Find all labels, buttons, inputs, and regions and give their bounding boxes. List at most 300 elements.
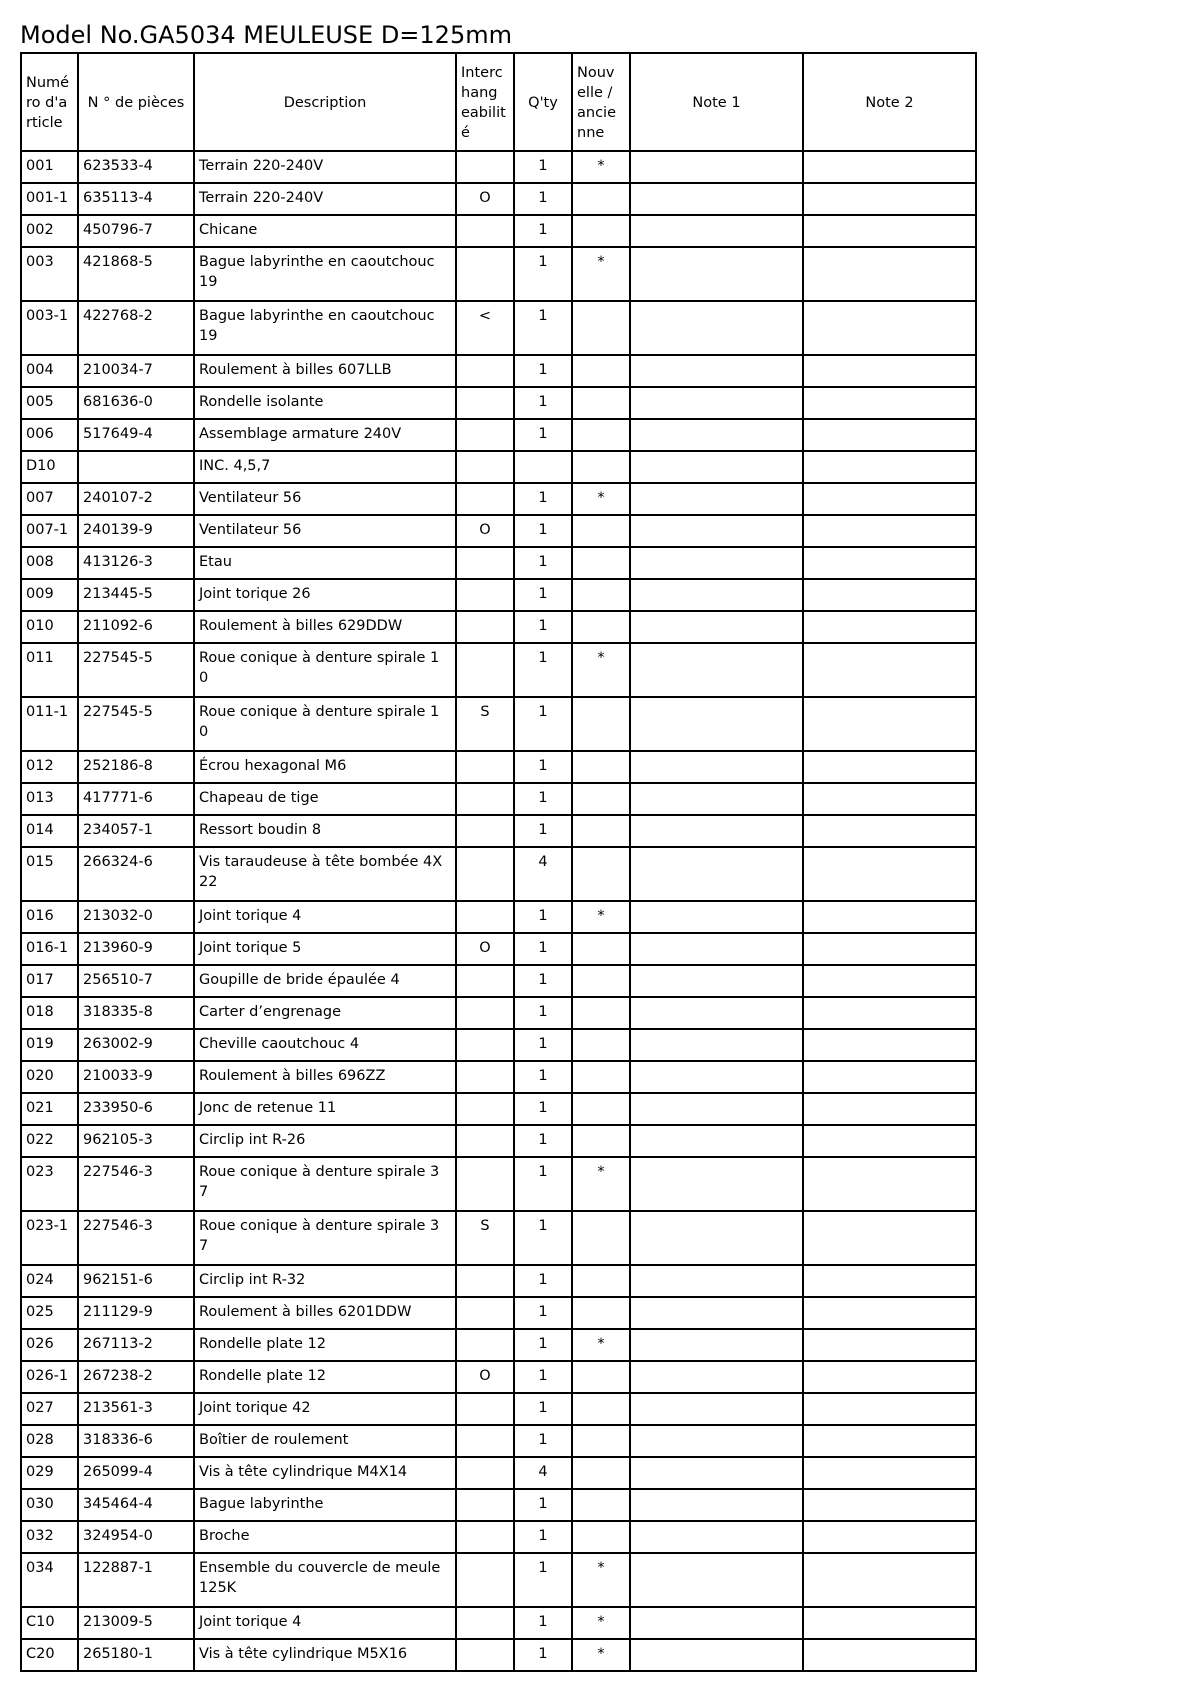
cell-note-1 <box>630 301 803 355</box>
cell-new-old <box>572 1093 630 1125</box>
cell-part-number: 210034-7 <box>78 355 194 387</box>
cell-item-number: C20 <box>21 1639 78 1671</box>
cell-note-1 <box>630 1329 803 1361</box>
cell-quantity: 1 <box>514 1639 572 1671</box>
cell-interchangeability <box>456 1639 514 1671</box>
cell-item-number: 025 <box>21 1297 78 1329</box>
cell-quantity: 1 <box>514 387 572 419</box>
cell-quantity: 1 <box>514 1361 572 1393</box>
cell-description: Jonc de retenue 11 <box>194 1093 456 1125</box>
cell-interchangeability <box>456 1607 514 1639</box>
cell-note-2 <box>803 1361 976 1393</box>
cell-quantity: 1 <box>514 611 572 643</box>
cell-part-number: 265099-4 <box>78 1457 194 1489</box>
cell-quantity: 1 <box>514 355 572 387</box>
cell-description: Roue conique à denture spirale 1 0 <box>194 643 456 697</box>
cell-description: Vis taraudeuse à tête bombée 4X 22 <box>194 847 456 901</box>
cell-description: Rondelle plate 12 <box>194 1329 456 1361</box>
cell-item-number: 034 <box>21 1553 78 1607</box>
table-row <box>21 1297 976 1329</box>
cell-part-number: 240107-2 <box>78 483 194 515</box>
cell-note-2 <box>803 247 976 301</box>
cell-part-number: 345464-4 <box>78 1489 194 1521</box>
cell-note-1 <box>630 611 803 643</box>
cell-item-number: 011 <box>21 643 78 697</box>
cell-item-number: 007-1 <box>21 515 78 547</box>
cell-item-number: 023-1 <box>21 1211 78 1265</box>
page-cut-edge <box>0 1675 1190 1683</box>
cell-description: Chapeau de tige <box>194 783 456 815</box>
cell-part-number: 227546-3 <box>78 1157 194 1211</box>
cell-description: Joint torique 4 <box>194 1607 456 1639</box>
cell-new-old: * <box>572 1607 630 1639</box>
cell-item-number: 008 <box>21 547 78 579</box>
cell-note-2 <box>803 751 976 783</box>
cell-description: Ensemble du couvercle de meule 125K <box>194 1553 456 1607</box>
cell-part-number: 256510-7 <box>78 965 194 997</box>
cell-part-number: 213445-5 <box>78 579 194 611</box>
cell-new-old <box>572 183 630 215</box>
cell-quantity: 1 <box>514 1157 572 1211</box>
cell-note-1 <box>630 387 803 419</box>
cell-description: Rondelle plate 12 <box>194 1361 456 1393</box>
cell-interchangeability <box>456 815 514 847</box>
cell-note-1 <box>630 1029 803 1061</box>
cell-description: Rondelle isolante <box>194 387 456 419</box>
cell-part-number: 962105-3 <box>78 1125 194 1157</box>
cell-interchangeability <box>456 643 514 697</box>
cell-interchangeability <box>456 611 514 643</box>
cell-description: Vis à tête cylindrique M5X16 <box>194 1639 456 1671</box>
cell-item-number: 027 <box>21 1393 78 1425</box>
cell-note-2 <box>803 547 976 579</box>
cell-interchangeability <box>456 247 514 301</box>
cell-quantity: 1 <box>514 1061 572 1093</box>
cell-note-2 <box>803 419 976 451</box>
cell-quantity: 1 <box>514 643 572 697</box>
table-row <box>21 933 976 965</box>
cell-part-number: 227546-3 <box>78 1211 194 1265</box>
cell-part-number: 318336-6 <box>78 1425 194 1457</box>
cell-note-2 <box>803 965 976 997</box>
cell-interchangeability: S <box>456 1211 514 1265</box>
cell-item-number: 001-1 <box>21 183 78 215</box>
cell-note-1 <box>630 1521 803 1553</box>
cell-description: Joint torique 26 <box>194 579 456 611</box>
cell-note-2 <box>803 847 976 901</box>
cell-part-number: 234057-1 <box>78 815 194 847</box>
cell-description: Boîtier de roulement <box>194 1425 456 1457</box>
cell-new-old <box>572 387 630 419</box>
table-row <box>21 515 976 547</box>
cell-item-number: 029 <box>21 1457 78 1489</box>
cell-quantity: 1 <box>514 1125 572 1157</box>
cell-item-number: 018 <box>21 997 78 1029</box>
cell-interchangeability <box>456 1265 514 1297</box>
cell-new-old <box>572 215 630 247</box>
table-row <box>21 1393 976 1425</box>
cell-quantity: 1 <box>514 1425 572 1457</box>
cell-note-2 <box>803 1029 976 1061</box>
cell-interchangeability <box>456 847 514 901</box>
cell-new-old <box>572 1029 630 1061</box>
cell-part-number: 318335-8 <box>78 997 194 1029</box>
table-row <box>21 355 976 387</box>
cell-description: Ressort boudin 8 <box>194 815 456 847</box>
cell-new-old: * <box>572 1639 630 1671</box>
cell-description: Broche <box>194 1521 456 1553</box>
cell-interchangeability <box>456 1329 514 1361</box>
cell-item-number: 032 <box>21 1521 78 1553</box>
table-row <box>21 901 976 933</box>
cell-note-2 <box>803 151 976 183</box>
cell-new-old <box>572 751 630 783</box>
header-description: Description <box>194 53 456 151</box>
cell-note-2 <box>803 451 976 483</box>
cell-description: Terrain 220-240V <box>194 183 456 215</box>
table-row <box>21 965 976 997</box>
cell-quantity: 1 <box>514 515 572 547</box>
cell-interchangeability <box>456 1457 514 1489</box>
cell-note-1 <box>630 901 803 933</box>
cell-quantity: 1 <box>514 815 572 847</box>
cell-part-number: 266324-6 <box>78 847 194 901</box>
table-row <box>21 215 976 247</box>
cell-description: Bague labyrinthe <box>194 1489 456 1521</box>
cell-description: Assemblage armature 240V <box>194 419 456 451</box>
cell-note-2 <box>803 1157 976 1211</box>
cell-quantity: 1 <box>514 697 572 751</box>
cell-note-1 <box>630 1553 803 1607</box>
cell-quantity: 1 <box>514 151 572 183</box>
cell-quantity: 1 <box>514 183 572 215</box>
cell-description: Carter d’engrenage <box>194 997 456 1029</box>
table-row <box>21 1607 976 1639</box>
cell-new-old <box>572 1265 630 1297</box>
cell-item-number: 006 <box>21 419 78 451</box>
cell-description: Terrain 220-240V <box>194 151 456 183</box>
cell-part-number: 417771-6 <box>78 783 194 815</box>
cell-note-1 <box>630 1211 803 1265</box>
cell-item-number: 014 <box>21 815 78 847</box>
cell-note-2 <box>803 387 976 419</box>
cell-interchangeability <box>456 1029 514 1061</box>
table-row <box>21 643 976 697</box>
table-row <box>21 847 976 901</box>
cell-interchangeability <box>456 355 514 387</box>
cell-interchangeability: O <box>456 1361 514 1393</box>
cell-part-number: 210033-9 <box>78 1061 194 1093</box>
cell-item-number: 010 <box>21 611 78 643</box>
table-row <box>21 1425 976 1457</box>
cell-part-number: 421868-5 <box>78 247 194 301</box>
cell-item-number: 019 <box>21 1029 78 1061</box>
cell-note-1 <box>630 1061 803 1093</box>
cell-note-1 <box>630 1425 803 1457</box>
cell-interchangeability: S <box>456 697 514 751</box>
cell-item-number: 015 <box>21 847 78 901</box>
cell-quantity: 1 <box>514 1553 572 1607</box>
table-row <box>21 1093 976 1125</box>
cell-part-number: 623533-4 <box>78 151 194 183</box>
cell-note-1 <box>630 643 803 697</box>
table-row <box>21 301 976 355</box>
cell-description: Écrou hexagonal M6 <box>194 751 456 783</box>
cell-item-number: 012 <box>21 751 78 783</box>
cell-quantity: 1 <box>514 1521 572 1553</box>
cell-note-2 <box>803 515 976 547</box>
table-row <box>21 247 976 301</box>
cell-interchangeability <box>456 901 514 933</box>
cell-note-1 <box>630 419 803 451</box>
cell-quantity: 1 <box>514 579 572 611</box>
cell-item-number: 013 <box>21 783 78 815</box>
table-row <box>21 1265 976 1297</box>
cell-part-number: 681636-0 <box>78 387 194 419</box>
header-note-2: Note 2 <box>803 53 976 151</box>
table-row <box>21 783 976 815</box>
cell-interchangeability <box>456 1553 514 1607</box>
cell-new-old <box>572 1489 630 1521</box>
cell-part-number <box>78 451 194 483</box>
cell-quantity: 1 <box>514 1329 572 1361</box>
cell-note-1 <box>630 965 803 997</box>
cell-note-2 <box>803 1425 976 1457</box>
cell-note-1 <box>630 1607 803 1639</box>
cell-note-2 <box>803 1211 976 1265</box>
cell-part-number: 267238-2 <box>78 1361 194 1393</box>
cell-note-1 <box>630 783 803 815</box>
cell-note-1 <box>630 515 803 547</box>
cell-note-1 <box>630 183 803 215</box>
cell-description: Roulement à billes 6201DDW <box>194 1297 456 1329</box>
table-row <box>21 419 976 451</box>
cell-part-number: 227545-5 <box>78 697 194 751</box>
cell-new-old <box>572 815 630 847</box>
table-row <box>21 1125 976 1157</box>
cell-quantity: 4 <box>514 847 572 901</box>
cell-part-number: 227545-5 <box>78 643 194 697</box>
cell-quantity: 1 <box>514 901 572 933</box>
cell-part-number: 211092-6 <box>78 611 194 643</box>
cell-quantity: 1 <box>514 1297 572 1329</box>
table-row <box>21 1521 976 1553</box>
table-row <box>21 1029 976 1061</box>
cell-note-1 <box>630 1093 803 1125</box>
cell-new-old <box>572 355 630 387</box>
cell-quantity: 1 <box>514 1265 572 1297</box>
cell-new-old <box>572 1361 630 1393</box>
cell-note-2 <box>803 301 976 355</box>
cell-new-old <box>572 1061 630 1093</box>
cell-interchangeability <box>456 1393 514 1425</box>
cell-interchangeability <box>456 579 514 611</box>
cell-quantity: 1 <box>514 247 572 301</box>
cell-interchangeability <box>456 151 514 183</box>
cell-item-number: 016 <box>21 901 78 933</box>
cell-note-2 <box>803 933 976 965</box>
cell-note-2 <box>803 611 976 643</box>
cell-quantity: 1 <box>514 301 572 355</box>
cell-quantity: 1 <box>514 215 572 247</box>
cell-new-old: * <box>572 1329 630 1361</box>
cell-item-number: 009 <box>21 579 78 611</box>
cell-note-1 <box>630 933 803 965</box>
cell-quantity: 1 <box>514 1029 572 1061</box>
cell-note-2 <box>803 697 976 751</box>
cell-new-old <box>572 1393 630 1425</box>
cell-quantity: 1 <box>514 483 572 515</box>
header-quantity: Q'ty <box>514 53 572 151</box>
cell-note-2 <box>803 355 976 387</box>
table-row <box>21 815 976 847</box>
cell-quantity: 1 <box>514 965 572 997</box>
cell-new-old <box>572 697 630 751</box>
cell-new-old: * <box>572 643 630 697</box>
cell-note-2 <box>803 1639 976 1671</box>
cell-item-number: 002 <box>21 215 78 247</box>
cell-new-old: * <box>572 901 630 933</box>
cell-note-1 <box>630 1297 803 1329</box>
cell-description: Etau <box>194 547 456 579</box>
cell-part-number: 213960-9 <box>78 933 194 965</box>
table-row <box>21 1457 976 1489</box>
table-row <box>21 183 976 215</box>
table-row <box>21 1061 976 1093</box>
header-item-number: Numé ro d'a rticle <box>21 53 78 151</box>
table-row <box>21 547 976 579</box>
cell-item-number: C10 <box>21 1607 78 1639</box>
cell-quantity: 1 <box>514 419 572 451</box>
cell-note-2 <box>803 783 976 815</box>
cell-description: Roulement à billes 629DDW <box>194 611 456 643</box>
cell-interchangeability <box>456 1425 514 1457</box>
table-row <box>21 1639 976 1671</box>
cell-note-1 <box>630 247 803 301</box>
cell-new-old: * <box>572 151 630 183</box>
cell-interchangeability <box>456 1489 514 1521</box>
cell-part-number: 213561-3 <box>78 1393 194 1425</box>
cell-new-old <box>572 547 630 579</box>
cell-new-old <box>572 933 630 965</box>
table-row <box>21 1329 976 1361</box>
cell-note-1 <box>630 355 803 387</box>
cell-note-2 <box>803 1329 976 1361</box>
cell-note-2 <box>803 215 976 247</box>
cell-note-2 <box>803 183 976 215</box>
cell-description: Circlip int R-32 <box>194 1265 456 1297</box>
table-row <box>21 1553 976 1607</box>
cell-quantity <box>514 451 572 483</box>
header-note-1: Note 1 <box>630 53 803 151</box>
cell-quantity: 1 <box>514 1093 572 1125</box>
cell-new-old <box>572 451 630 483</box>
cell-note-1 <box>630 697 803 751</box>
cell-interchangeability <box>456 215 514 247</box>
cell-interchangeability <box>456 419 514 451</box>
cell-item-number: 030 <box>21 1489 78 1521</box>
cell-note-1 <box>630 997 803 1029</box>
cell-new-old <box>572 419 630 451</box>
table-row <box>21 1489 976 1521</box>
cell-description: Goupille de bride épaulée 4 <box>194 965 456 997</box>
cell-part-number: 324954-0 <box>78 1521 194 1553</box>
table-row <box>21 451 976 483</box>
table-row <box>21 611 976 643</box>
header-part-number: N ° de pièces <box>78 53 194 151</box>
cell-part-number: 267113-2 <box>78 1329 194 1361</box>
table-row <box>21 751 976 783</box>
cell-interchangeability: O <box>456 933 514 965</box>
cell-interchangeability <box>456 965 514 997</box>
cell-item-number: 022 <box>21 1125 78 1157</box>
cell-note-1 <box>630 483 803 515</box>
cell-note-1 <box>630 1361 803 1393</box>
table-row <box>21 1361 976 1393</box>
header-new-old: Nouv elle / ancie nne <box>572 53 630 151</box>
cell-note-1 <box>630 1125 803 1157</box>
cell-note-1 <box>630 1457 803 1489</box>
table-row <box>21 997 976 1029</box>
cell-interchangeability <box>456 1125 514 1157</box>
cell-interchangeability <box>456 387 514 419</box>
parts-table <box>20 52 977 1672</box>
cell-interchangeability: O <box>456 515 514 547</box>
cell-interchangeability: O <box>456 183 514 215</box>
cell-note-2 <box>803 1265 976 1297</box>
table-row <box>21 1211 976 1265</box>
cell-interchangeability <box>456 997 514 1029</box>
cell-item-number: 024 <box>21 1265 78 1297</box>
cell-interchangeability <box>456 1093 514 1125</box>
cell-note-1 <box>630 215 803 247</box>
cell-item-number: 004 <box>21 355 78 387</box>
cell-interchangeability <box>456 751 514 783</box>
header-interchangeability: Interc hang eabilit é <box>456 53 514 151</box>
cell-quantity: 1 <box>514 933 572 965</box>
cell-new-old <box>572 847 630 901</box>
cell-quantity: 1 <box>514 1607 572 1639</box>
cell-note-2 <box>803 901 976 933</box>
cell-part-number: 422768-2 <box>78 301 194 355</box>
cell-interchangeability <box>456 451 514 483</box>
cell-new-old <box>572 1211 630 1265</box>
cell-description: Cheville caoutchouc 4 <box>194 1029 456 1061</box>
cell-description: Roue conique à denture spirale 1 0 <box>194 697 456 751</box>
cell-description: Ventilateur 56 <box>194 515 456 547</box>
cell-interchangeability <box>456 1297 514 1329</box>
cell-new-old <box>572 1425 630 1457</box>
cell-note-1 <box>630 151 803 183</box>
cell-new-old: * <box>572 1553 630 1607</box>
cell-note-1 <box>630 1489 803 1521</box>
cell-new-old <box>572 783 630 815</box>
cell-item-number: 003-1 <box>21 301 78 355</box>
cell-quantity: 4 <box>514 1457 572 1489</box>
cell-description: Roulement à billes 607LLB <box>194 355 456 387</box>
cell-part-number: 240139-9 <box>78 515 194 547</box>
cell-note-2 <box>803 643 976 697</box>
cell-part-number: 450796-7 <box>78 215 194 247</box>
cell-note-2 <box>803 1093 976 1125</box>
table-row <box>21 579 976 611</box>
cell-new-old <box>572 997 630 1029</box>
cell-note-2 <box>803 1489 976 1521</box>
cell-quantity: 1 <box>514 1211 572 1265</box>
page-title: Model No.GA5034 MEULEUSE D=125mm <box>20 21 512 49</box>
cell-description: Circlip int R-26 <box>194 1125 456 1157</box>
cell-description: Chicane <box>194 215 456 247</box>
